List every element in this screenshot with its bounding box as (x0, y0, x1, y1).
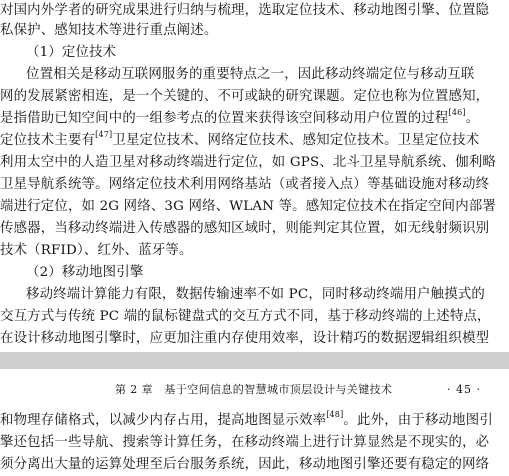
citation-ref: [48] (326, 410, 344, 419)
text-span: 卫星定位技术、网络定位技术、感知定位技术。卫星定位技术 (112, 133, 480, 148)
text-span: 。此外，由于移动地图引 (343, 413, 493, 428)
text-span: 和物理存储格式，以减少内存占用，提高地图显示效率 (0, 413, 327, 428)
page-number: · 45 · (447, 383, 481, 396)
citation-ref: [46] (448, 108, 466, 117)
text-span: 定位技术主要有 (0, 133, 96, 148)
text-line: 须分离出大量的运算处理至后台服务系统，因此，移动地图引擎还要有稳定的网络 (0, 457, 490, 472)
section-heading-positioning: （1）定位技术 (26, 45, 117, 60)
text-line (0, 110, 479, 128)
page-divider (0, 352, 509, 369)
text-line (0, 132, 479, 150)
text-span: 是指借助已知空间中的一组参考点的位置来获得该空间移动用户位置的过程 (0, 111, 449, 126)
text-line (0, 412, 493, 430)
text-line: 对国内外学者的研究成果进行归纳与梳理，选取定位技术、移动地图引擎、位置隐 (0, 3, 490, 18)
text-line: 利用太空中的人造卫星对移动终端进行定位，如 GPS、北斗卫星导航系统、伽利略 (0, 155, 497, 170)
section-heading-map-engine: （2）移动地图引擎 (26, 265, 144, 280)
running-head-title: 第 2 章 基于空间信息的智慧城市顶层设计与关键技术 (115, 383, 393, 396)
text-line: 擎还包括一些导航、搜索等计算任务，在移动终端上进行计算显然是不现实的，必 (0, 435, 490, 450)
text-span: 。 (465, 111, 480, 126)
text-line: 交互方式与传统 PC 端的鼠标键盘式的交互方式不同，基于移动终端的上述特点， (0, 309, 491, 324)
text-line: 技术（RFID）、红外、蓝牙等。 (0, 243, 193, 258)
text-line: 网的发展紧密相连，是一个关键的、不可或缺的研究课题。定位也称为位置感知， (0, 89, 490, 104)
text-line: 端进行定位，如 2G 网络、3G 网络、WLAN 等。感知定位技术在指定空间内部署 (0, 199, 497, 214)
lower-page (0, 369, 509, 476)
text-line: 位置相关是移动互联网服务的重要特点之一，因此移动终端定位与移动互联 (26, 67, 475, 82)
text-line: 传感器，当移动终端进入传感器的感知区域时，则能判定其位置，如无线射频识别 (0, 221, 490, 236)
text-line: 卫星导航系统等。网络定位技术利用网络基站（或者接入点）等基础设施对移动终 (0, 177, 490, 192)
text-line: 移动终端计算能力有限，数据传输速率不如 PC，同时移动终端用户触摸式的 (26, 287, 486, 302)
running-head (0, 383, 509, 397)
text-line: 在设计移动地图引擎时，应更加注重内存使用效率，设计精巧的数据逻辑组织模型 (0, 331, 490, 346)
text-line: 私保护、感知技术等进行重点阐述。 (0, 23, 218, 38)
citation-ref: [47] (95, 130, 113, 139)
